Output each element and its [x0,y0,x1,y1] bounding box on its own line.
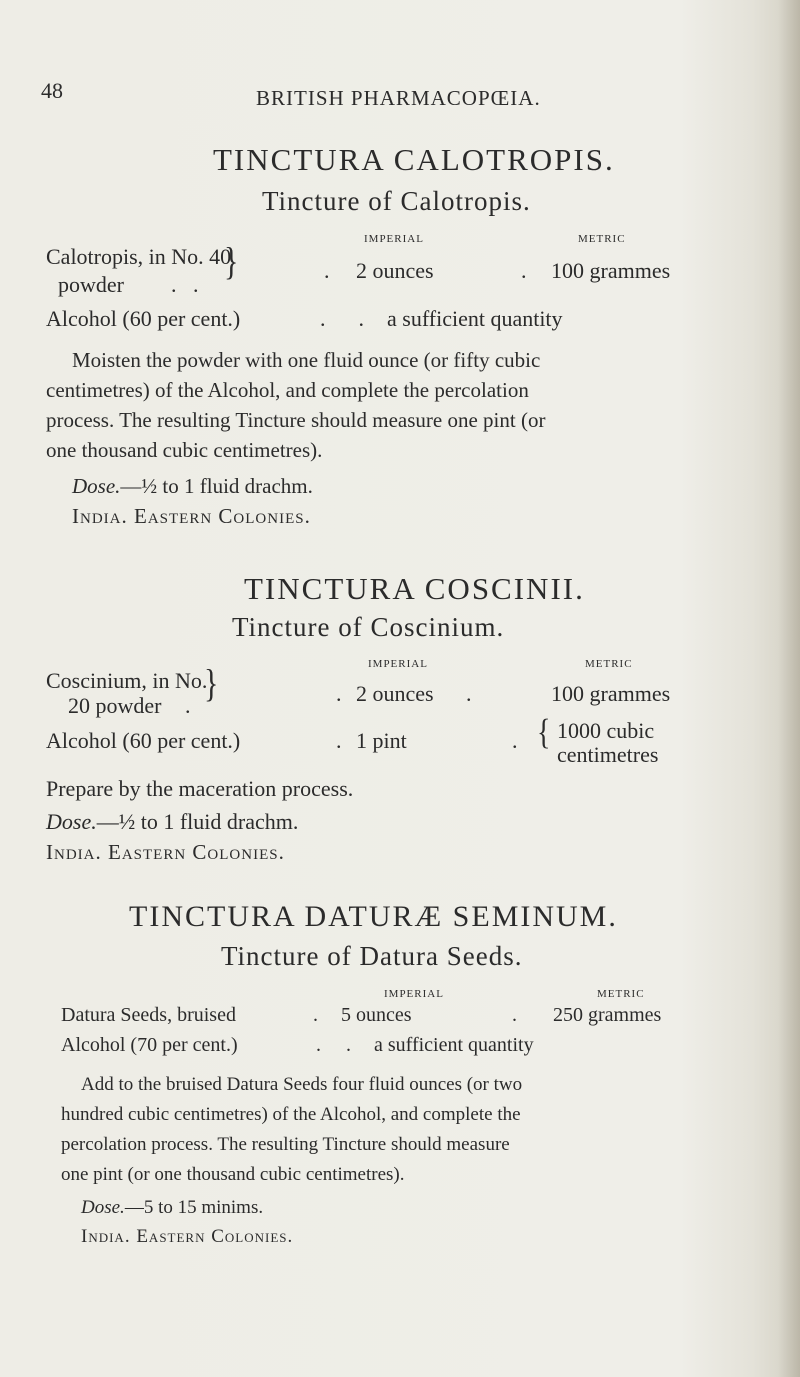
dose-label: Dose. [72,474,121,498]
leader-dot: . [313,1004,318,1026]
method-line: process. The resulting Tincture should measure one pint (or [46,408,546,432]
method-line: percolation process. The resulting Tincture should measure [61,1134,510,1155]
regions: India. Eastern Colonies. [81,1226,294,1247]
section-subtitle-calotropis: Tincture of Calotropis. [262,186,531,216]
leader-dots: . . [320,306,364,331]
ingredient-imperial-amount: 1 pint [356,728,407,753]
leader-dots: . . [171,272,199,297]
method-line: Prepare by the maceration process. [46,776,354,801]
method-line: one pint (or one thousand cubic centimetres). [61,1164,405,1185]
leader-dot: . [185,693,191,718]
section-title-calotropis: TINCTURA CALOTROPIS. [213,142,615,177]
ingredient-metric-line2: centimetres [557,742,659,767]
dose [46,807,298,837]
dose-text: —½ to 1 fluid drachm. [96,809,299,834]
brace: } [224,240,239,284]
ingredient-metric-line1: 1000 cubic [557,718,655,743]
ingredient-imperial-amount: 2 ounces [356,258,434,283]
dose [72,471,313,501]
brace: { [537,712,551,753]
ingredient-metric-amount: 250 grammes [553,1004,662,1026]
ingredient-imperial-amount: 2 ounces [356,681,434,706]
ingredient-name-line1: Coscinium, in No. [46,668,208,693]
running-title: BRITISH PHARMACOPŒIA. [256,86,541,110]
column-header-metric: METRIC [585,658,633,670]
regions: India. Eastern Colonies. [46,840,285,864]
method-line: one thousand cubic centimetres). [46,438,323,462]
method-line: hundred cubic centimetres) of the Alcohol, and complete the [61,1104,521,1125]
brace: } [204,662,219,706]
regions: India. Eastern Colonies. [72,504,311,528]
dose-text: —5 to 15 minims. [124,1197,264,1218]
method-line: Add to the bruised Datura Seeds four fluid ounces (or two [81,1074,523,1095]
section-title-datura: TINCTURA DATURÆ SEMINUM. [129,900,618,933]
dose [81,1193,263,1223]
dose-label: Dose. [46,809,97,834]
page-number: 48 [41,78,63,103]
section-subtitle-datura: Tincture of Datura Seeds. [221,941,523,971]
section-title-coscinium: TINCTURA COSCINII. [244,571,585,606]
ingredient-metric-amount: 100 grammes [551,681,671,706]
ingredient-name: Alcohol (70 per cent.) [61,1034,238,1056]
dose-text: —½ to 1 fluid drachm. [120,474,313,498]
column-header-metric: METRIC [578,233,626,245]
column-header-imperial: IMPERIAL [384,988,444,1000]
ingredient-amount: a sufficient quantity [387,306,563,331]
leader-dot: . [324,258,330,283]
ingredient-name: Alcohol (60 per cent.) [46,306,241,331]
leader-dots: . . [316,1034,351,1056]
ingredient-imperial-amount: 5 ounces [341,1004,412,1026]
dose-label: Dose. [81,1197,125,1218]
leader-dot: . [336,681,342,706]
ingredient-name-line2: powder [58,272,124,297]
page-edge-shadow [778,0,800,1377]
ingredient-name-line2: 20 powder [68,693,162,718]
leader-dot: . [466,681,472,706]
leader-dot: . [512,728,518,753]
ingredient-name: Alcohol (60 per cent.) [46,728,241,753]
ingredient-name-line1: Calotropis, in No. 40 [46,244,232,269]
column-header-imperial: IMPERIAL [368,658,428,670]
leader-dot: . [336,728,342,753]
ingredient-metric-amount: 100 grammes [551,258,671,283]
leader-dot: . [521,258,527,283]
section-subtitle-coscinium: Tincture of Coscinium. [232,612,505,642]
ingredient-amount: a sufficient quantity [374,1034,534,1056]
column-header-metric: METRIC [597,988,645,1000]
method-line: Moisten the powder with one fluid ounce (or fifty cubic [72,348,541,372]
column-header-imperial: IMPERIAL [364,233,424,245]
leader-dot: . [512,1004,517,1026]
ingredient-name: Datura Seeds, bruised [61,1004,236,1026]
method-line: centimetres) of the Alcohol, and complete the percolation [46,378,529,402]
